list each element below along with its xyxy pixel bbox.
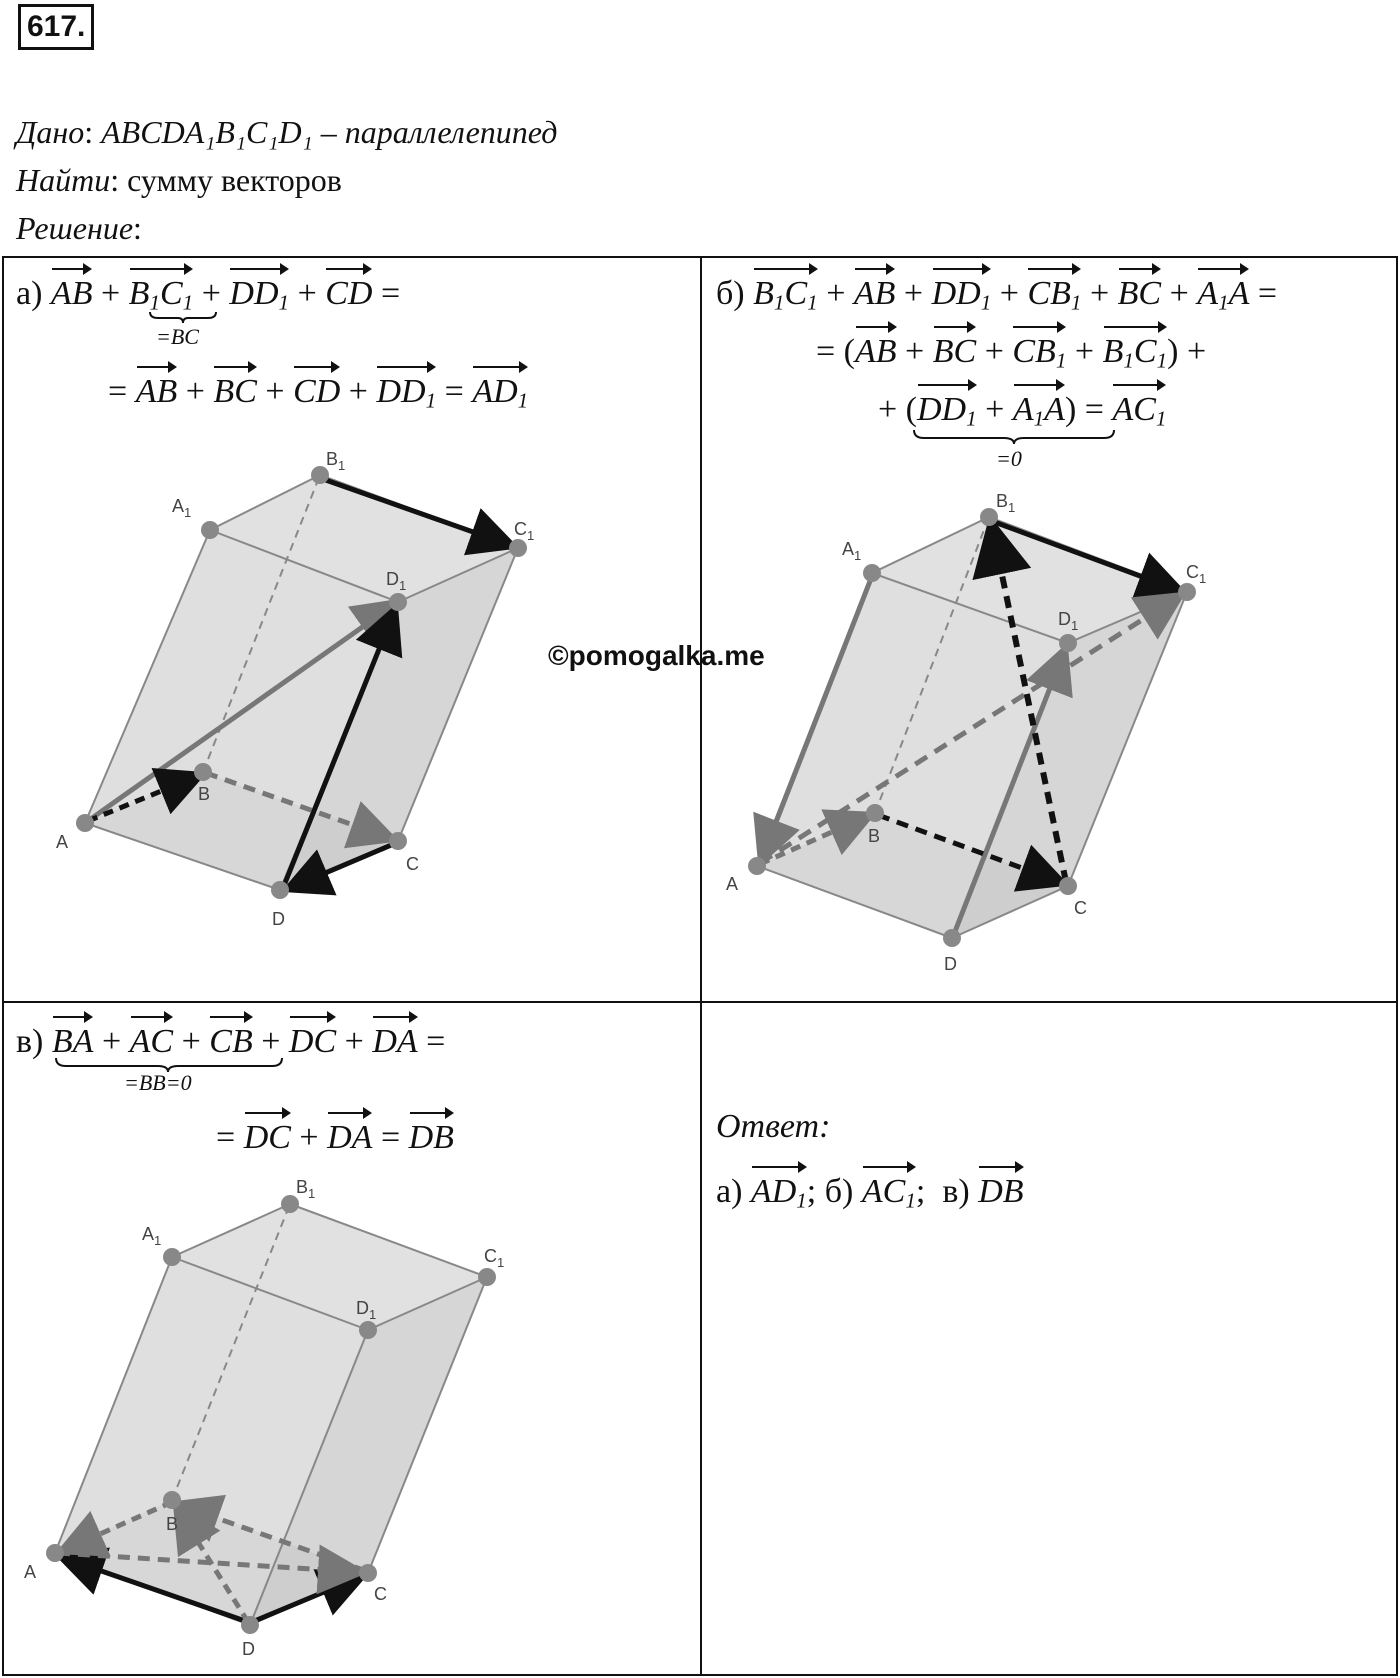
part-b-line2: = (AB + BC + $CB_1 + B_1C_1$) + (816, 320, 1206, 382)
label-B: B (198, 784, 211, 804)
given-label: Дано (16, 114, 85, 150)
watermark: ©pomogalka.me (548, 640, 765, 671)
label-C1-c: $C_1$ (484, 1246, 505, 1270)
label-B-b: B (868, 826, 881, 846)
label-D1-c: $D_1$ (356, 1298, 377, 1322)
answer-label: Ответ (716, 1108, 820, 1145)
find-line: Найти: сумму векторов (16, 162, 342, 198)
label-B1-b: $B_1$ (996, 491, 1016, 515)
label-A1: $A_1$ (172, 496, 192, 520)
label-A1-c: $A_1$ (142, 1224, 162, 1248)
answer-line: а) $AD_1$; б) $AC_1$; в) DB (716, 1160, 1024, 1222)
solution-label: Решение (16, 210, 134, 246)
find-text: сумму векторов (127, 162, 342, 198)
label-C1-b: $C_1$ (1186, 562, 1207, 586)
label-A-c: A (24, 1562, 37, 1582)
part-a-line2: = AB + BC + CD + $DD_1 = AD_1$ (108, 360, 528, 422)
given-line: Дано: ABCDA₁B₁C₁D₁ – параллелепипед (16, 114, 558, 150)
label-C-c: C (374, 1584, 387, 1604)
part-b-brace-note: =0 (996, 446, 1022, 471)
label-D: D (272, 909, 285, 929)
part-b-prefix: б) (716, 275, 745, 312)
part-b-line3: + $(DD_1 + A_1A) = AC_1$ (878, 378, 1166, 440)
figure-b (700, 0, 1400, 1000)
label-A: A (56, 832, 69, 852)
part-c-prefix: в) (16, 1023, 44, 1060)
part-c-line1: в) BA + AC + CB + DC + DA = (16, 1010, 445, 1064)
label-C-b: C (1074, 898, 1087, 918)
label-B-c: B (166, 1514, 179, 1534)
problem-number: 617. (18, 4, 94, 50)
label-D-c: D (242, 1639, 255, 1659)
label-C1: $C_1$ (514, 519, 535, 543)
answer-label-line: Ответ: (716, 1108, 831, 1145)
label-D1-b: $D_1$ (1058, 609, 1079, 633)
label-C: C (406, 854, 419, 874)
part-a-brace-note: =BC (156, 324, 199, 349)
label-D-b: D (944, 954, 957, 974)
label-D1: $D_1$ (386, 569, 407, 593)
find-label: Найти (16, 162, 111, 198)
label-A-b: A (726, 874, 739, 894)
part-c-brace-note: =BB=0 (124, 1070, 192, 1095)
part-c-line2: = DC + DA = DB (216, 1106, 454, 1160)
given-text: ABCDA₁B₁C₁D₁ – параллелепипед (101, 114, 558, 150)
label-B1: $B_1$ (326, 449, 346, 473)
part-b-line1: б) $B_1C_1$ + AB + $DD_1 + CB_1$ + BC + $A_1A$ = (716, 262, 1277, 324)
part-a-line1: а) AB + $B_1C_1 + DD_1$ + CD = (16, 262, 400, 324)
label-B1-c: $B_1$ (296, 1177, 316, 1201)
label-A1-b: $A_1$ (842, 539, 862, 563)
part-a-prefix: а) (16, 275, 43, 312)
solution-line: Решение: (16, 210, 142, 246)
